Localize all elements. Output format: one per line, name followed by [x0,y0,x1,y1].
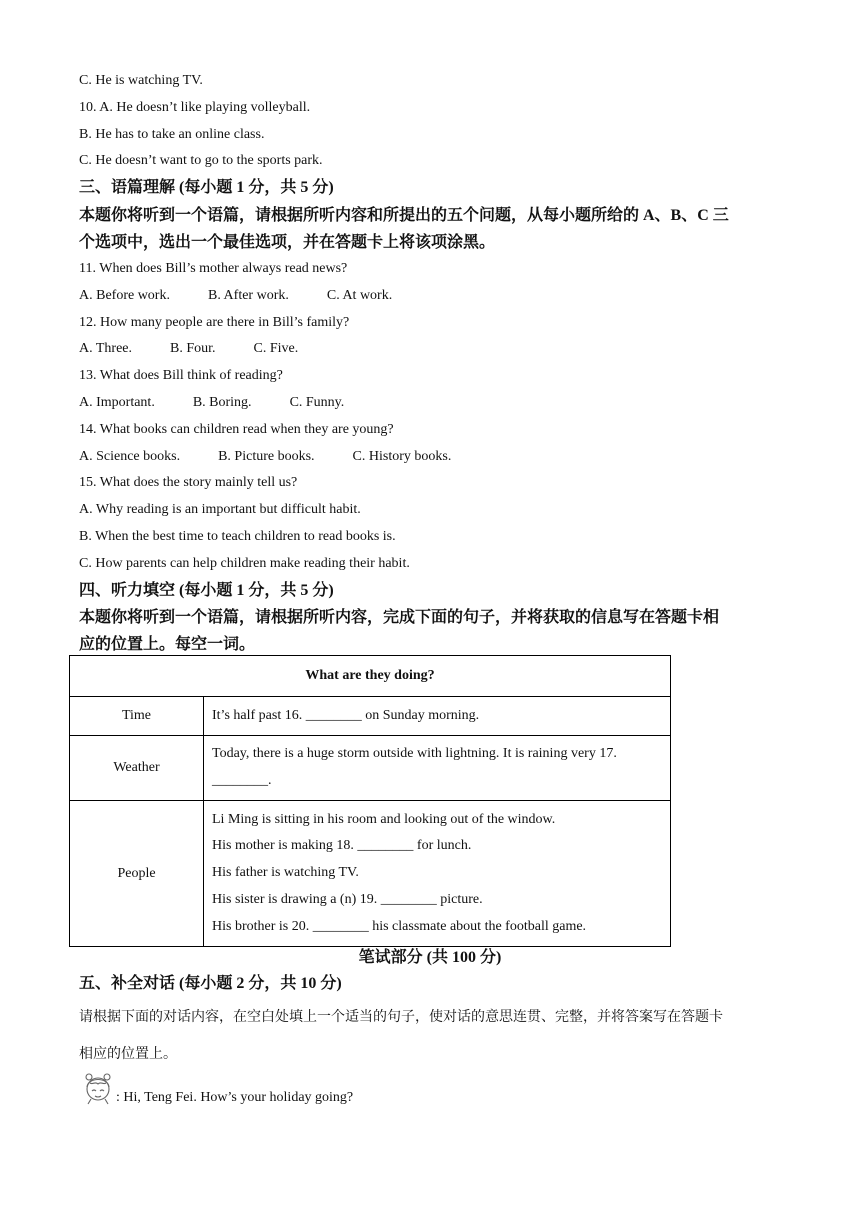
q14-option-a: A. Science books. [79,448,181,464]
section4-instruction-line1: 本题你将听到一个语篇，请根据所听内容，完成下面的句子，并将获取的信息写在答题卡相 [79,609,720,627]
time-label: Time [70,697,204,736]
people-line: His father is watching TV. [212,865,359,881]
q14-options [79,444,789,471]
q15-option-b: B. When the best time to teach children to read books is. [79,528,396,544]
q13-option-b: B. Boring. [192,394,252,410]
section4-title: 四、听力填空 (每小题 1 分，共 5 分) [79,581,334,599]
listening-fill-table [69,655,671,947]
section5 [79,971,789,1072]
people-label: People [70,801,204,947]
q11-options [79,283,789,310]
section4-instruction-line2: 应的位置上。每空一词。 [79,636,256,654]
written-part-title: 笔试部分 (共 100 分) [358,949,502,966]
q11-option-b: B. After work. [207,287,289,303]
dialog-line-text: : Hi, Teng Fei. How’s your holiday going? [116,1090,354,1105]
q15-stem: 15. What does the story mainly tell us? [79,475,298,491]
q13-option-a: A. Important. [79,394,155,410]
people-line: Li Ming is sitting in his room and looking out of the window. [212,811,556,827]
people-line: His mother is making 18. ________ for lunch. [212,838,472,854]
weather-value-line2: ________. [212,773,272,788]
q10-option-c: C. He doesn’t want to go to the sports park. [79,153,323,169]
q15-option-a: A. Why reading is an important but difficult habit. [79,502,361,518]
q10-option-a: 10. A. He doesn’t like playing volleyball. [79,99,311,115]
q14-option-b: B. Picture books. [218,448,315,464]
q13-stem: 13. What does Bill think of reading? [79,368,283,384]
weather-value-line1: Today, there is a huge storm outside with lightning. It is raining very 17. [212,746,617,762]
weather-value [204,736,671,801]
people-line: His sister is drawing a (n) 19. ________ picture. [212,891,483,907]
section3-instruction-line1: 本题你将听到一个语篇，请根据所听内容和所提出的五个问题，从每小题所给的 A、B、C 三 [79,206,729,224]
girl-avatar-icon [79,1068,117,1106]
q10-option-b: B. He has to take an online class. [79,126,265,142]
section3-title: 三、语篇理解 (每小题 1 分，共 5 分) [79,179,334,197]
section5-title: 五、补全对话 (每小题 2 分，共 10 分) [79,975,342,992]
people-value [204,801,671,947]
weather-label: Weather [70,736,204,801]
q12-option-b: B. Four. [170,341,216,357]
q15-option-c: C. How parents can help children make reading their habit. [79,555,410,571]
q11-option-c: C. At work. [326,287,393,303]
q12-stem: 12. How many people are there in Bill’s family? [79,314,350,330]
q12-option-c: C. Five. [253,341,299,357]
section3-instruction-line2: 个选项中，选出一个最佳选项，并在答题卡上将该项涂黑。 [79,233,496,251]
section5-desc-line1: 请根据下面的对话内容，在空白处填上一个适当的句子，使对话的意思连贯、完整，并将答案写在答题卡 [79,1009,723,1025]
q14-stem: 14. What books can children read when they are young? [79,421,394,437]
q13-options [79,390,789,417]
q14-option-c: C. History books. [352,448,452,464]
q9-option-c: C. He is watching TV. [79,73,203,88]
table-header: What are they doing? [70,656,671,697]
section5-desc-line2: 相应的位置上。 [79,1046,177,1062]
time-value: It’s half past 16. ________ on Sunday morning. [204,697,671,736]
q11-option-a: A. Before work. [79,287,170,303]
q12-option-a: A. Three. [79,341,132,357]
q12-options [79,336,789,363]
people-line: His brother is 20. ________ his classmate about the football game. [212,918,587,934]
exam-page [79,68,789,658]
q13-option-c: C. Funny. [289,394,345,410]
q11-stem: 11. When does Bill’s mother always read news? [79,260,348,276]
